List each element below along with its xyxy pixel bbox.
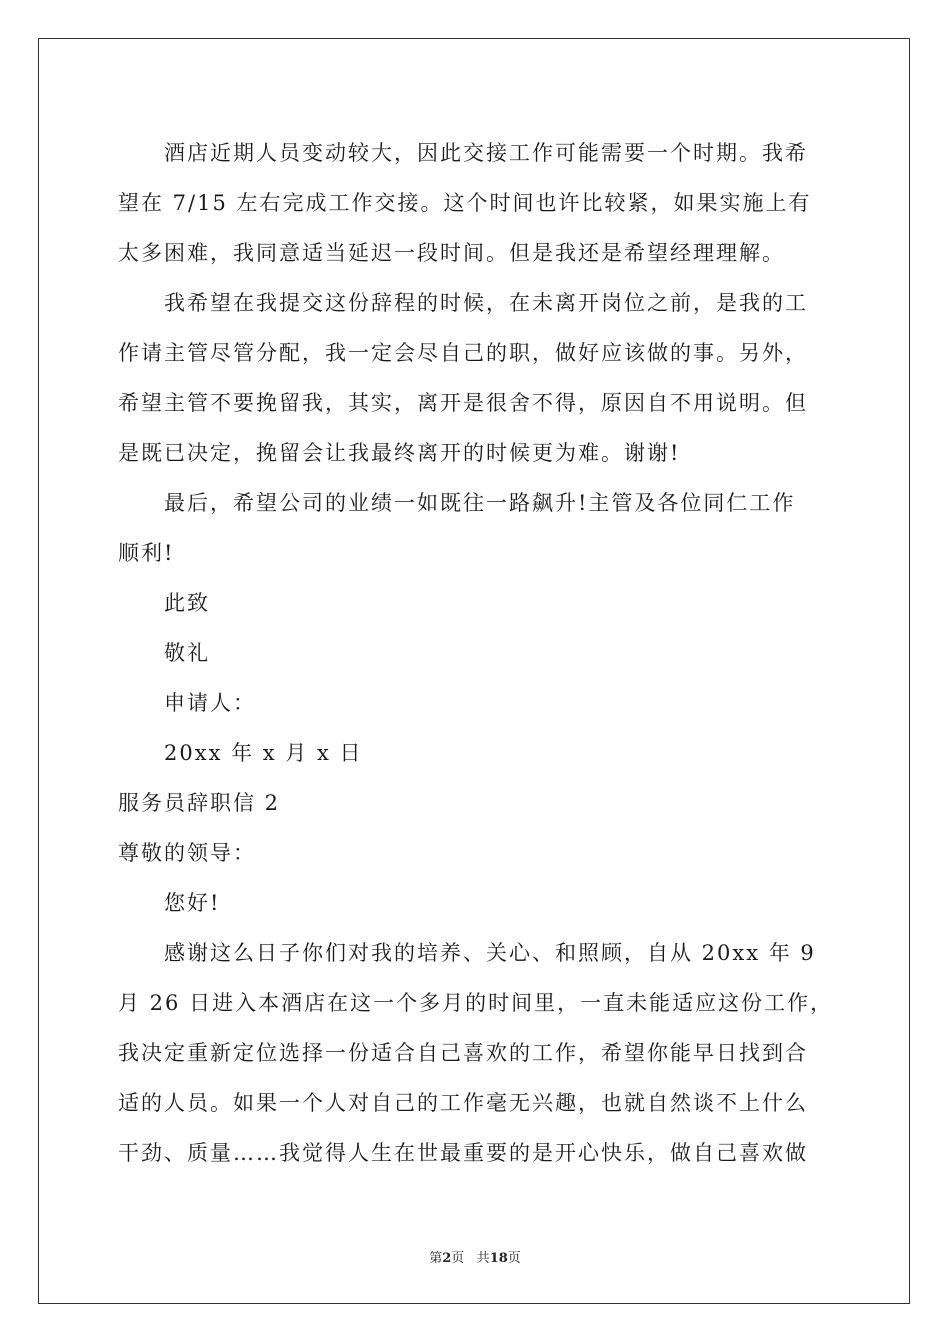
text-line: 适的人员。如果一个人对自己的工作毫无兴趣，也就自然谈不上什么 (118, 1091, 808, 1115)
paragraph-resignation-request (118, 278, 838, 478)
text-line: 我决定重新定位选择一份适合自己喜欢的工作，希望你能早日找到合 (118, 1041, 808, 1065)
footer-page-number: 2 (442, 1251, 452, 1266)
text-line: 您好! (164, 891, 221, 915)
text-line: 此致 (164, 591, 210, 615)
text-line: 希望主管不要挽留我，其实，离开是很舍不得，原因自不用说明。但 (118, 391, 808, 415)
text-line: 作请主管尽管分配，我一定会尽自己的职，做好应该做的事。另外， (118, 341, 808, 365)
date-line (118, 728, 838, 778)
footer-total-prefix: 共 (476, 1251, 490, 1266)
salutation-cizhi (118, 578, 838, 628)
footer-total-suffix: 页 (507, 1251, 521, 1266)
paragraph-closing-wish (118, 478, 838, 578)
text-line: 尊敬的领导： (118, 841, 256, 865)
text-line: 服务员辞职信 2 (118, 791, 281, 815)
applicant-label (118, 678, 838, 728)
text-line: 太多困难，我同意适当延迟一段时间。但是我还是希望经理理解。 (118, 241, 785, 265)
footer-page-suffix: 页 (451, 1251, 465, 1266)
text-line: 干劲、质量……我觉得人生在世最重要的是开心快乐，做自己喜欢做 (118, 1141, 808, 1165)
text-line: 望在 7/15 左右完成工作交接。这个时间也许比较紧，如果实施上有 (118, 191, 812, 215)
text-line: 感谢这么日子你们对我的培养、关心、和照顾，自从 20xx 年 9 (164, 941, 816, 965)
text-line: 酒店近期人员变动较大，因此交接工作可能需要一个时期。我希 (164, 141, 808, 165)
footer-page-prefix: 第 (429, 1251, 443, 1266)
section-title (118, 778, 838, 828)
page-footer (0, 1247, 950, 1266)
text-line: 申请人： (164, 691, 256, 715)
text-line: 最后，希望公司的业绩一如既往一路飙升!主管及各位同仁工作 (164, 491, 796, 515)
salutation-jingli (118, 628, 838, 678)
text-line: 20xx 年 x 月 x 日 (164, 741, 363, 765)
greeting-addressee (118, 828, 838, 878)
text-line: 顺利! (118, 541, 175, 565)
text-line: 敬礼 (164, 641, 210, 665)
text-line: 月 26 日进入本酒店在这一个多月的时间里，一直未能适应这份工作， (118, 991, 834, 1015)
text-line: 我希望在我提交这份辞程的时候，在未离开岗位之前，是我的工 (164, 291, 808, 315)
paragraph-handover (118, 128, 838, 278)
paragraph-thanks (118, 928, 838, 1178)
footer-total-pages: 18 (489, 1251, 508, 1266)
text-line: 是既已决定，挽留会让我最终离开的时候更为难。谢谢! (118, 441, 681, 465)
document-body (118, 128, 838, 1178)
greeting-hello (118, 878, 838, 928)
